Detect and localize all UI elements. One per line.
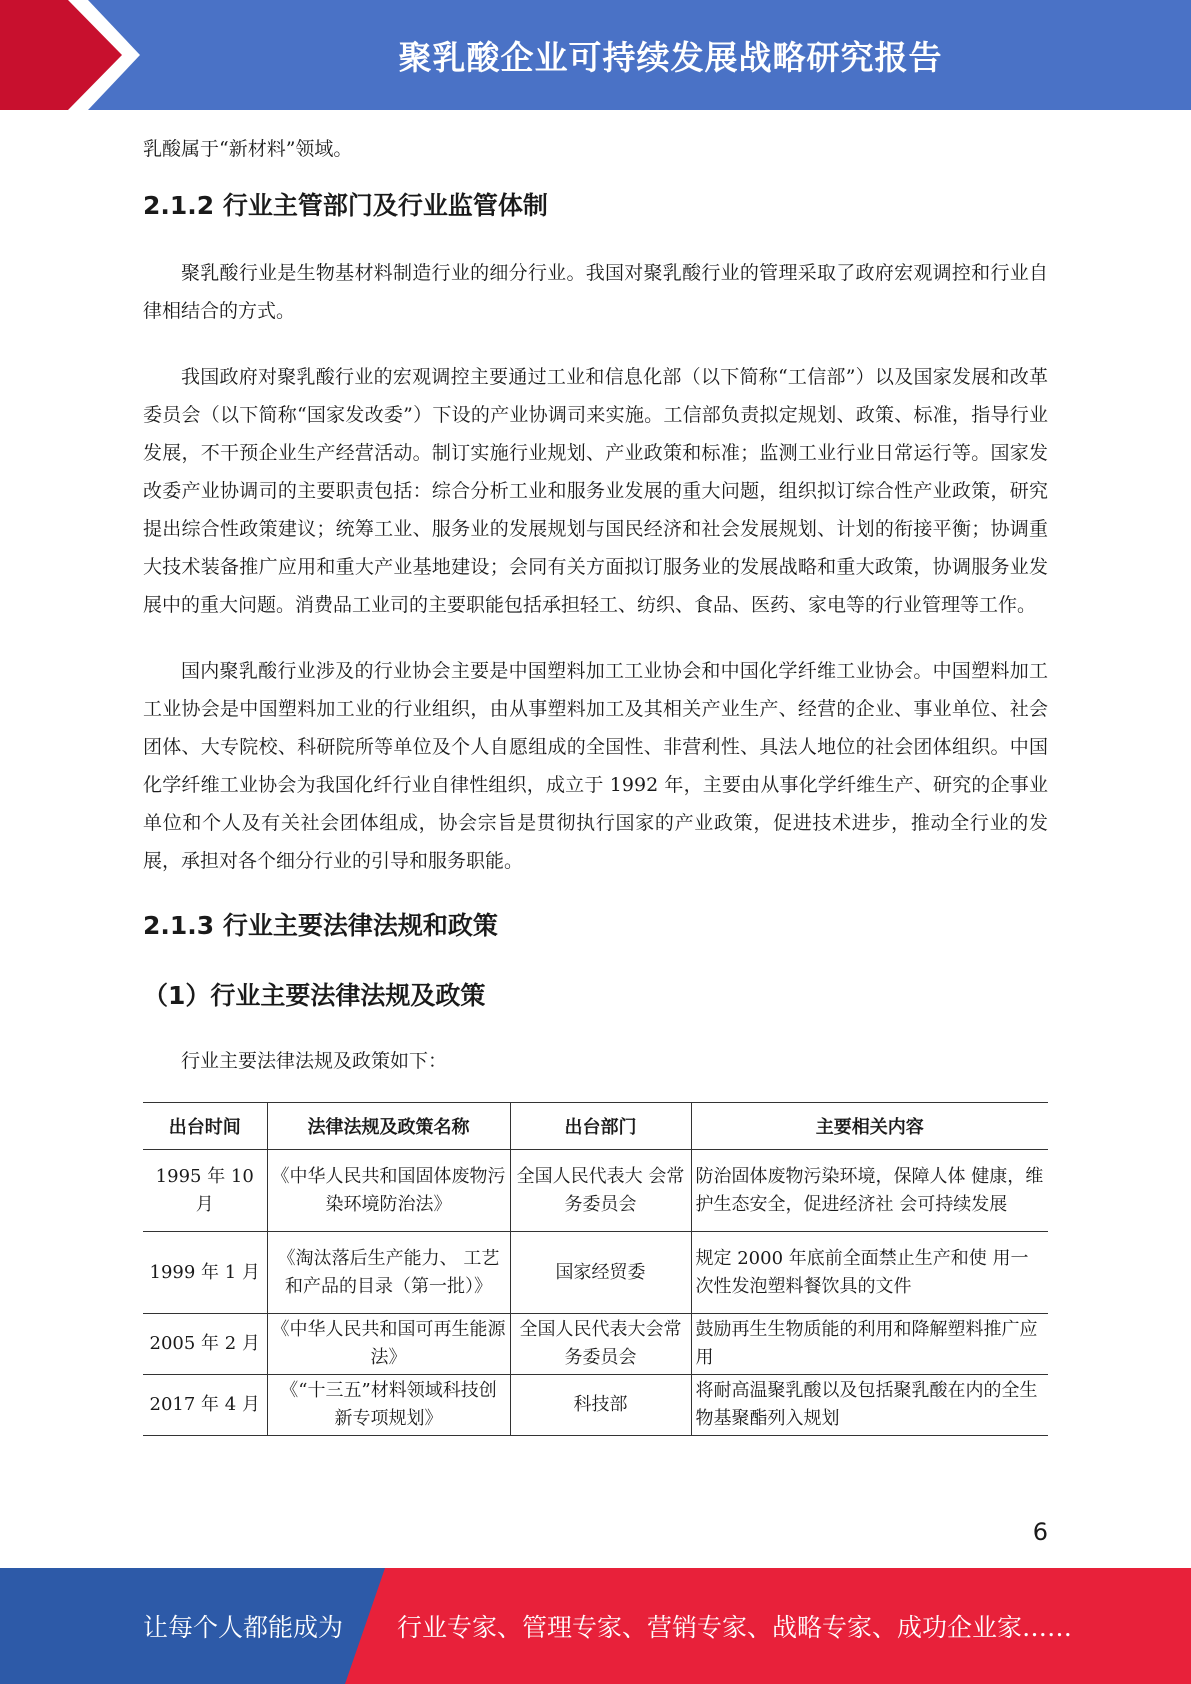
paragraph-3: 国内聚乳酸行业涉及的行业协会主要是中国塑料加工工业协会和中国化学纤维工业协会。中国塑料加工工业协会是中国塑料加工业的行业组织，由从事塑料加工及其相关产业生产、经营的企业、事业单位、社会团体、大专院校、科研院所等单位及个人自愿组成的全国性、非营利性、具法人地位的社会团体组织。中国化学纤维工业协会为我国化纤行业自律性组织，成立于 1992 年，主要由从事化学纤维生产、研究的企事业单位和个人及有关社会团体组成，协会宗旨是贯彻执行国家的产业政策，促进技术进步，推动全行业的发展，承担对各个细分行业的引导和服务职能。 <box>143 660 1048 872</box>
col-header-dept: 出台部门 <box>510 1103 691 1150</box>
cell-time: 2017 年 4 月 <box>143 1375 267 1436</box>
page-content <box>143 130 1048 1436</box>
cell-time: 2005 年 2 月 <box>143 1314 267 1375</box>
cell-dept: 国家经贸委 <box>510 1232 691 1314</box>
col-header-content: 主要相关内容 <box>691 1103 1048 1150</box>
cell-content: 鼓励再生生物质能的利用和降解塑料推广应用 <box>691 1314 1048 1375</box>
cell-dept: 科技部 <box>510 1375 691 1436</box>
table-row <box>143 1375 1048 1436</box>
cell-name: 《“十三五”材料领域科技创新专项规划》 <box>267 1375 510 1436</box>
table-row <box>143 1232 1048 1314</box>
cell-name: 《中华人民共和国可再生能源法》 <box>267 1314 510 1375</box>
subsection-heading-1: （1）行业主要法律法规及政策 <box>143 981 486 1010</box>
cell-name: 《中华人民共和国固体废物污染环境防治法》 <box>267 1150 510 1232</box>
cell-time: 1999 年 1 月 <box>143 1232 267 1314</box>
paragraph-1: 聚乳酸行业是生物基材料制造行业的细分行业。我国对聚乳酸行业的管理采取了政府宏观调控和行业自律相结合的方式。 <box>143 262 1048 322</box>
regulations-table <box>143 1102 1048 1436</box>
table-row <box>143 1150 1048 1232</box>
table-header-row <box>143 1103 1048 1150</box>
footer-slogan-right: 行业专家、管理专家、营销专家、战略专家、成功企业家…… <box>397 1613 1073 1642</box>
page-footer <box>0 1568 1191 1684</box>
col-header-time: 出台时间 <box>143 1103 267 1150</box>
header-arrow-decoration <box>0 0 150 110</box>
paragraph-2: 我国政府对聚乳酸行业的宏观调控主要通过工业和信息化部（以下简称“工信部”）以及国家发展和改革委员会（以下简称“国家发改委”）下设的产业协调司来实施。工信部负责拟定规划、政策、标准，指导行业发展，不干预企业生产经营活动。制订实施行业规划、产业政策和标准；监测工业行业日常运行等。国家发改委产业协调司的主要职责包括：综合分析工业和服务业发展的重大问题，组织拟订综合性产业政策，研究提出综合性政策建议；统筹工业、服务业的发展规划与国民经济和社会发展规划、计划的衔接平衡；协调重大技术装备推广应用和重大产业基地建设；会同有关方面拟订服务业的发展战略和重大政策，协调服务业发展中的重大问题。消费品工业司的主要职能包括承担轻工、纺织、食品、医药、家电等的行业管理等工作。 <box>143 366 1048 616</box>
section-heading-2-1-2: 2.1.2 行业主管部门及行业监管体制 <box>143 191 548 220</box>
cell-name: 《淘汰落后生产能力、 工艺和产品的目录（第一批）》 <box>267 1232 510 1314</box>
page-number: 6 <box>1032 1518 1048 1546</box>
cell-content: 规定 2000 年底前全面禁止生产和使 用一次性发泡塑料餐饮具的文件 <box>691 1232 1048 1314</box>
cell-content: 防治固体废物污染环境，保障人体 健康，维护生态安全，促进经济社 会可持续发展 <box>691 1150 1048 1232</box>
cell-dept: 全国人民代表大会常务委员会 <box>510 1314 691 1375</box>
cell-time: 1995 年 10 月 <box>143 1150 267 1232</box>
col-header-name: 法律法规及政策名称 <box>267 1103 510 1150</box>
report-title: 聚乳酸企业可持续发展战略研究报告 <box>398 37 943 77</box>
table-row <box>143 1314 1048 1375</box>
section-heading-2-1-3: 2.1.3 行业主要法律法规和政策 <box>143 911 498 940</box>
footer-slogan-left: 让每个人都能成为 <box>143 1613 344 1642</box>
cell-content: 将耐高温聚乳酸以及包括聚乳酸在内的全生物基聚酯列入规划 <box>691 1375 1048 1436</box>
paragraph-intro: 乳酸属于“新材料”领域。 <box>143 138 353 160</box>
table-intro: 行业主要法律法规及政策如下： <box>181 1050 448 1072</box>
page-header <box>0 0 1191 110</box>
cell-dept: 全国人民代表大 会常务委员会 <box>510 1150 691 1232</box>
